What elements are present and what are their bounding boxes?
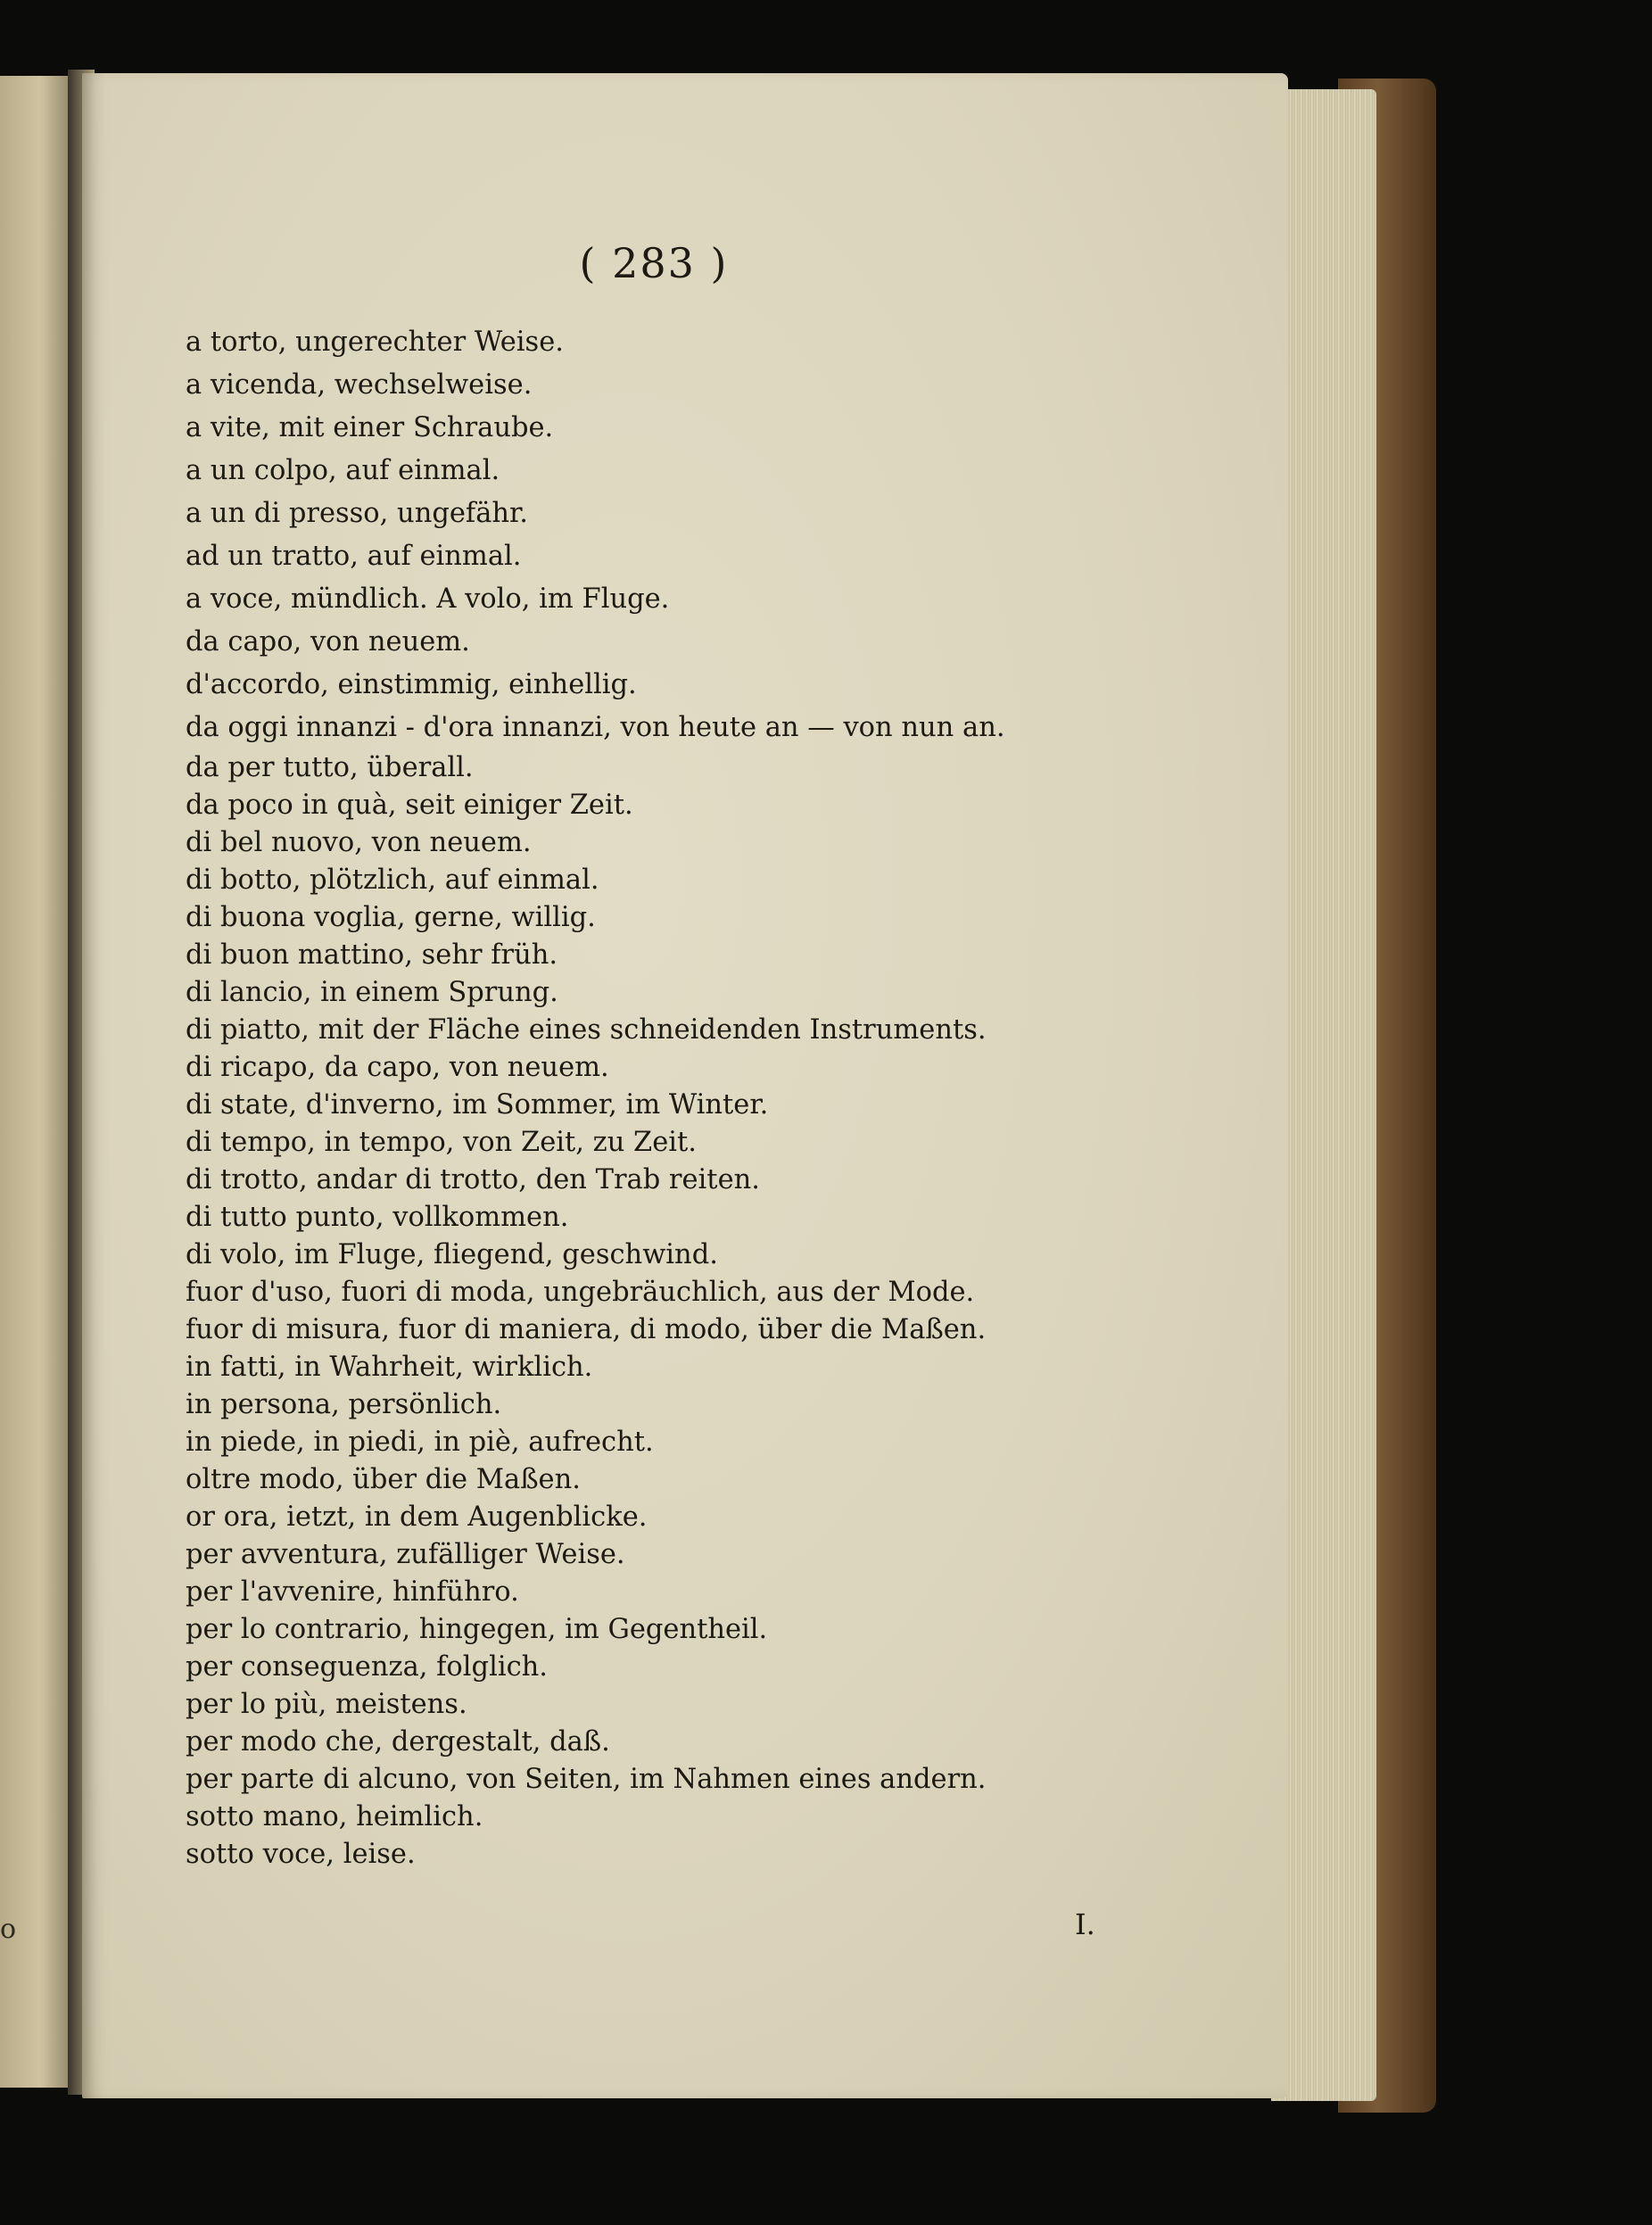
list-item: di volo, im Fluge, fliegend, geschwind. xyxy=(186,1239,718,1270)
list-item: fuor d'uso, fuori di moda, ungebräuchlich, aus der Mode. xyxy=(186,1277,975,1308)
list-item: sotto mano, heimlich. xyxy=(186,1801,483,1832)
list-item: ad un tratto, auf einmal. xyxy=(186,541,522,572)
list-item: a vite, mit einer Schraube. xyxy=(186,412,554,443)
list-item: in persona, persönlich. xyxy=(186,1389,502,1420)
phrase-list xyxy=(186,321,1113,1873)
list-item: a vicenda, wechselweise. xyxy=(186,369,533,401)
list-item: di ricapo, da capo, von neuem. xyxy=(186,1052,609,1083)
list-item: per avventura, zufälliger Weise. xyxy=(186,1539,625,1570)
list-item: per l'avvenire, hinführo. xyxy=(186,1576,519,1608)
list-item: da oggi innanzi - d'ora innanzi, von heute an — von nun an. xyxy=(186,712,1005,743)
list-item: di tutto punto, vollkommen. xyxy=(186,1202,569,1233)
list-item: per lo più, meistens. xyxy=(186,1689,467,1720)
list-item: di botto, plötzlich, auf einmal. xyxy=(186,864,599,896)
list-item: di lancio, in einem Sprung. xyxy=(186,977,558,1008)
list-item: sotto voce, leise. xyxy=(186,1839,416,1870)
list-item: di state, d'inverno, im Sommer, im Winter. xyxy=(186,1089,769,1121)
list-item: da capo, von neuem. xyxy=(186,626,470,658)
list-item: di tempo, in tempo, von Zeit, zu Zeit. xyxy=(186,1127,698,1158)
list-item: di bel nuovo, von neuem. xyxy=(186,827,532,858)
list-item: di buon mattino, sehr früh. xyxy=(186,939,558,971)
list-item: di piatto, mit der Fläche eines schneidenden Instruments. xyxy=(186,1014,987,1046)
list-item: di trotto, andar di trotto, den Trab reiten. xyxy=(186,1164,760,1195)
catchword: I. xyxy=(1075,1907,1095,1941)
list-item: per parte di alcuno, von Seiten, im Nahmen eines andern. xyxy=(186,1764,987,1795)
left-margin-mark: o xyxy=(0,1914,17,1945)
list-item: or ora, ietzt, in dem Augenblicke. xyxy=(186,1501,648,1533)
list-item: oltre modo, über die Maßen. xyxy=(186,1464,581,1495)
list-item: a un colpo, auf einmal. xyxy=(186,455,500,486)
page-number: ( 283 ) xyxy=(579,239,729,287)
list-item: per conseguenza, folglich. xyxy=(186,1651,549,1683)
list-item: per modo che, dergestalt, daß. xyxy=(186,1726,610,1758)
list-item: a un di presso, ungefähr. xyxy=(186,498,528,529)
list-item: a torto, ungerechter Weise. xyxy=(186,327,564,358)
list-item: fuor di misura, fuor di maniera, di modo, über die Maßen. xyxy=(186,1314,987,1345)
left-facing-page xyxy=(0,76,73,2088)
list-item: in piede, in piedi, in piè, aufrecht. xyxy=(186,1427,654,1458)
list-item: a voce, mündlich. A volo, im Fluge. xyxy=(186,583,670,615)
list-item: di buona voglia, gerne, willig. xyxy=(186,902,596,933)
list-item: d'accordo, einstimmig, einhellig. xyxy=(186,669,637,700)
list-item: da poco in quà, seit einiger Zeit. xyxy=(186,790,633,821)
list-item: in fatti, in Wahrheit, wirklich. xyxy=(186,1352,593,1383)
list-item: da per tutto, überall. xyxy=(186,752,474,783)
list-item: per lo contrario, hingegen, im Gegentheil. xyxy=(186,1614,768,1645)
